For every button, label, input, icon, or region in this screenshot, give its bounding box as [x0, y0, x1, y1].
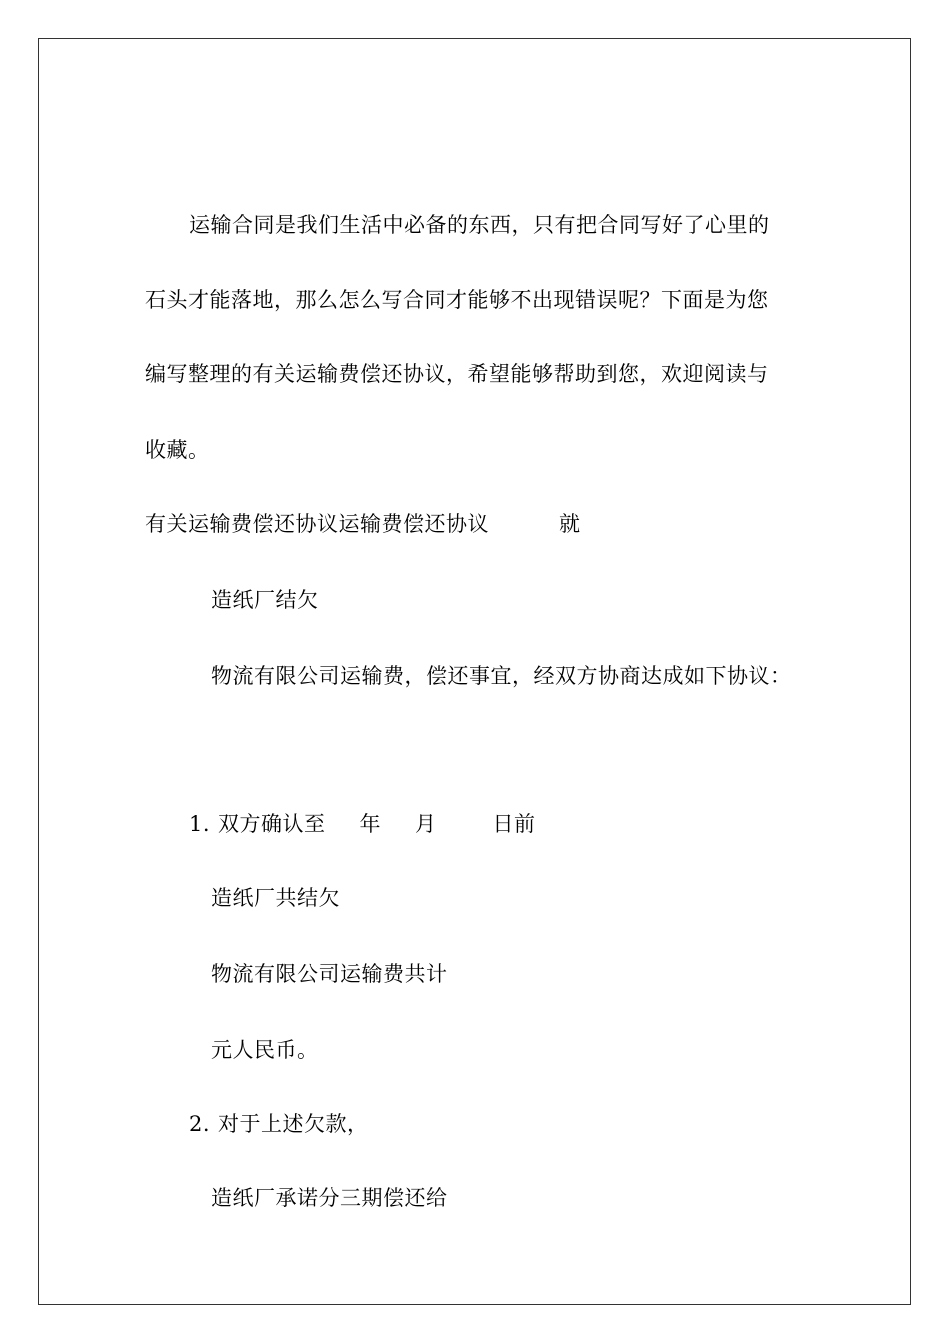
preamble-line-1: 造纸厂结欠 — [211, 588, 319, 612]
document-title-main: 有关运输费偿还协议运输费偿还协议 — [145, 512, 489, 536]
intro-line-2: 石头才能落地，那么怎么写合同才能够不出现错误呢？下面是为您 — [145, 288, 769, 312]
clause-1-line-3: 物流有限公司运输费共计 — [211, 962, 448, 986]
document-title — [145, 510, 581, 538]
clause-1-day: 日前 — [492, 812, 536, 836]
clause-1-month: 月 — [415, 812, 437, 836]
clause-2-text: 对于上述欠款， — [218, 1112, 369, 1136]
intro-line-4: 收藏。 — [145, 438, 210, 462]
clause-1-line-2: 造纸厂共结欠 — [211, 886, 340, 910]
intro-line-3: 编写整理的有关运输费偿还协议，希望能够帮助到您，欢迎阅读与 — [145, 362, 769, 386]
intro-line-1: 运输合同是我们生活中必备的东西，只有把合同写好了心里的 — [189, 213, 770, 237]
document-title-suffix: 就 — [559, 512, 581, 536]
preamble-line-2: 物流有限公司运输费，偿还事宜，经双方协商达成如下协议： — [211, 664, 792, 688]
clause-1-number: 1. — [189, 812, 211, 836]
clause-2-number: 2. — [189, 1112, 211, 1136]
clause-2-line-2: 造纸厂承诺分三期偿还给 — [211, 1186, 448, 1210]
clause-2-line-1 — [189, 1110, 369, 1138]
clause-1-line-4: 元人民币。 — [211, 1038, 319, 1062]
clause-1-text-start: 双方确认至 — [218, 812, 326, 836]
clause-1-year: 年 — [359, 812, 382, 836]
clause-1-line-1 — [189, 810, 536, 838]
